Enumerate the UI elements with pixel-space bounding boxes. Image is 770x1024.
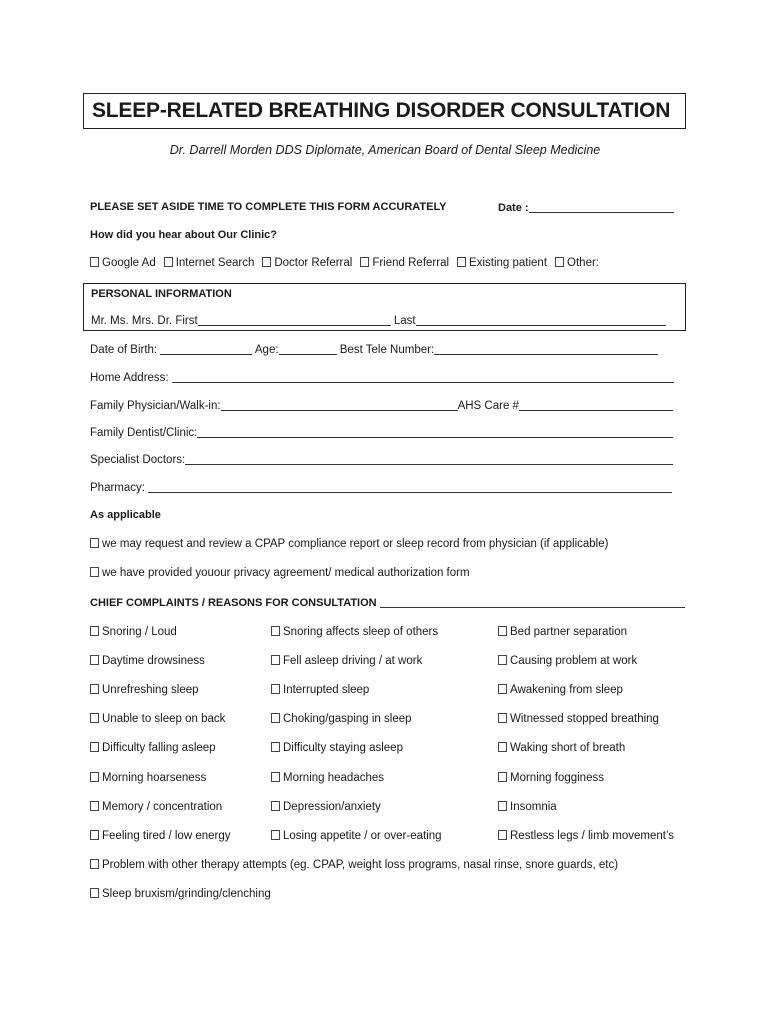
- checkbox[interactable]: [271, 772, 280, 782]
- checkbox[interactable]: [271, 626, 280, 636]
- applicable-item-label: we have provided youour privacy agreement/ medical authorization form: [102, 567, 470, 579]
- complaint-option-label: Bed partner separation: [510, 626, 627, 638]
- referral-option[interactable]: [262, 257, 352, 269]
- dentist-label: Family Dentist/Clinic:: [90, 427, 198, 439]
- age-field[interactable]: [279, 343, 337, 355]
- complaint-option-label: Awakening from sleep: [510, 684, 623, 696]
- referral-option-label: Other:: [567, 257, 599, 269]
- checkbox[interactable]: [271, 655, 280, 665]
- specialist-label: Specialist Doctors:: [90, 454, 186, 466]
- dentist-field[interactable]: [197, 426, 673, 438]
- ahs-field[interactable]: [519, 399, 673, 411]
- checkbox[interactable]: [498, 830, 507, 840]
- ahs-label: AHS Care #: [457, 400, 519, 412]
- complaint-option-label: Difficulty staying asleep: [283, 742, 403, 754]
- checkbox[interactable]: [90, 567, 99, 577]
- complaint-option[interactable]: [271, 801, 381, 813]
- referral-question: How did you hear about Our Clinic?: [90, 229, 278, 241]
- tele-label: Best Tele Number:: [339, 344, 435, 356]
- complaint-option[interactable]: [90, 713, 225, 725]
- checkbox[interactable]: [498, 801, 507, 811]
- referral-option[interactable]: [555, 257, 599, 269]
- referral-option[interactable]: [90, 257, 156, 269]
- complaint-option-label: Snoring / Loud: [102, 626, 177, 638]
- complaint-option-label: Feeling tired / low energy: [102, 830, 231, 842]
- complaint-option[interactable]: [271, 830, 442, 842]
- complaint-option[interactable]: [90, 742, 216, 754]
- name-row: [91, 314, 666, 327]
- complaint-option[interactable]: [90, 626, 177, 638]
- checkbox[interactable]: [90, 830, 99, 840]
- checkbox[interactable]: [498, 684, 507, 694]
- complaint-option[interactable]: [90, 801, 222, 813]
- pharmacy-field[interactable]: [148, 481, 672, 493]
- physician-row: [90, 399, 673, 412]
- referral-option-label: Internet Search: [175, 257, 255, 269]
- applicable-item: [90, 538, 608, 550]
- complaints-heading-row: [90, 596, 685, 609]
- complaint-option-label: Witnessed stopped breathing: [510, 713, 659, 725]
- checkbox[interactable]: [271, 684, 280, 694]
- complaint-extra: [90, 859, 618, 871]
- checkbox[interactable]: [90, 713, 99, 723]
- checkbox[interactable]: [90, 801, 99, 811]
- form-title: SLEEP-RELATED BREATHING DISORDER CONSULTATION: [92, 99, 671, 122]
- checkbox[interactable]: [90, 257, 99, 267]
- personal-heading: PERSONAL INFORMATION: [91, 288, 232, 300]
- referral-option-label: Existing patient: [469, 257, 548, 269]
- complaint-option-label: Insomnia: [510, 801, 557, 813]
- complaint-option-label: Depression/anxiety: [283, 801, 381, 813]
- referral-option[interactable]: [360, 257, 449, 269]
- complaint-option[interactable]: [498, 742, 625, 754]
- checkbox[interactable]: [555, 257, 564, 267]
- complaint-option-label: Daytime drowsiness: [102, 655, 205, 667]
- complaint-option[interactable]: [498, 684, 623, 696]
- checkbox[interactable]: [498, 772, 507, 782]
- referral-option-label: Friend Referral: [372, 257, 450, 269]
- complaint-option-label: Memory / concentration: [102, 801, 223, 813]
- first-name-field[interactable]: [198, 314, 391, 326]
- dentist-row: [90, 426, 673, 439]
- form-subtitle: Dr. Darrell Morden DDS Diplomate, American Board of Dental Sleep Medicine: [169, 143, 601, 157]
- complaint-option[interactable]: [271, 684, 369, 696]
- complaint-option-label: Morning fogginess: [510, 772, 604, 784]
- checkbox[interactable]: [90, 888, 99, 898]
- checkbox[interactable]: [90, 655, 99, 665]
- complaint-option-label: Restless legs / limb movement’s: [510, 830, 675, 842]
- complaint-option[interactable]: [271, 742, 403, 754]
- complaint-option[interactable]: [498, 801, 557, 813]
- physician-field[interactable]: [221, 399, 458, 411]
- address-label: Home Address:: [90, 372, 169, 384]
- applicable-heading: As applicable: [90, 509, 161, 521]
- pharmacy-row: [90, 481, 672, 494]
- checkbox[interactable]: [90, 684, 99, 694]
- referral-options: [90, 257, 607, 269]
- complaint-option[interactable]: [90, 684, 199, 696]
- physician-label: Family Physician/Walk-in:: [90, 400, 221, 412]
- complaint-option-label: Difficulty falling asleep: [102, 742, 216, 754]
- specialist-field[interactable]: [185, 453, 673, 465]
- complaint-option-label: Waking short of breath: [510, 742, 626, 754]
- complaint-option-label: Unable to sleep on back: [102, 713, 226, 725]
- complaint-option[interactable]: [271, 626, 438, 638]
- form-notice: PLEASE SET ASIDE TIME TO COMPLETE THIS FORM ACCURATELY: [90, 201, 447, 213]
- complaint-extra: [90, 888, 271, 900]
- last-name-label: Last: [393, 315, 416, 327]
- checkbox[interactable]: [498, 655, 507, 665]
- complaints-field[interactable]: [380, 596, 685, 608]
- referral-option-label: Doctor Referral: [274, 257, 353, 269]
- applicable-item-label: we may request and review a CPAP compliance report or sleep record from physician (if applicable): [102, 538, 609, 550]
- complaint-option[interactable]: [90, 655, 205, 667]
- complaint-option[interactable]: [498, 830, 674, 842]
- complaint-option[interactable]: [271, 713, 412, 725]
- checkbox[interactable]: [360, 257, 369, 267]
- checkbox[interactable]: [271, 801, 280, 811]
- complaint-option[interactable]: [498, 655, 637, 667]
- complaint-option-label: Interrupted sleep: [283, 684, 370, 696]
- applicable-item: [90, 567, 470, 579]
- checkbox[interactable]: [498, 713, 507, 723]
- date-row: [498, 201, 674, 214]
- complaint-option[interactable]: [90, 830, 230, 842]
- tele-field[interactable]: [434, 343, 658, 355]
- checkbox[interactable]: [271, 742, 280, 752]
- name-prefix-label: Mr. Ms. Mrs. Dr. First: [91, 315, 198, 327]
- date-label: Date :: [498, 202, 529, 214]
- complaint-option-label: Unrefreshing sleep: [102, 684, 199, 696]
- checkbox[interactable]: [271, 713, 280, 723]
- referral-option[interactable]: [164, 257, 255, 269]
- checkbox[interactable]: [271, 830, 280, 840]
- complaint-option[interactable]: [498, 772, 604, 784]
- checkbox[interactable]: [90, 859, 99, 869]
- address-field[interactable]: [172, 371, 674, 383]
- checkbox[interactable]: [262, 257, 271, 267]
- complaint-extra-label: Sleep bruxism/grinding/clenching: [102, 888, 271, 900]
- complaint-option[interactable]: [498, 713, 659, 725]
- checkbox[interactable]: [90, 772, 99, 782]
- dob-label: Date of Birth:: [90, 344, 158, 356]
- personal-info-box: [83, 283, 686, 331]
- complaint-option-label: Choking/gasping in sleep: [283, 713, 412, 725]
- complaint-option[interactable]: [271, 655, 422, 667]
- address-row: [90, 371, 674, 384]
- checkbox[interactable]: [457, 257, 466, 267]
- checkbox[interactable]: [498, 626, 507, 636]
- complaints-heading: CHIEF COMPLAINTS / REASONS FOR CONSULTATION: [90, 597, 377, 609]
- complaint-option-label: Morning hoarseness: [102, 772, 207, 784]
- complaint-option-label: Causing problem at work: [510, 655, 638, 667]
- referral-option[interactable]: [457, 257, 547, 269]
- checkbox[interactable]: [90, 742, 99, 752]
- checkbox[interactable]: [90, 626, 99, 636]
- title-box: [83, 93, 686, 129]
- complaint-extra-label: Problem with other therapy attempts (eg. CPAP, weight loss programs, nasal rinse, snore guards, etc): [102, 859, 619, 871]
- dob-row: [90, 343, 658, 356]
- date-field[interactable]: [529, 201, 674, 213]
- checkbox[interactable]: [498, 742, 507, 752]
- specialist-row: [90, 453, 673, 466]
- complaint-option[interactable]: [90, 772, 206, 784]
- complaint-option[interactable]: [498, 626, 627, 638]
- complaint-option-label: Snoring affects sleep of others: [283, 626, 439, 638]
- age-label: Age:: [254, 344, 279, 356]
- referral-option-label: Google Ad: [102, 257, 156, 269]
- last-name-field[interactable]: [416, 314, 666, 326]
- complaint-option-label: Morning headaches: [283, 772, 385, 784]
- complaint-option-label: Losing appetite / or over-eating: [283, 830, 442, 842]
- pharmacy-label: Pharmacy:: [90, 482, 145, 494]
- complaint-option-label: Fell asleep driving / at work: [283, 655, 423, 667]
- checkbox[interactable]: [164, 257, 173, 267]
- checkbox[interactable]: [90, 538, 99, 548]
- dob-field[interactable]: [160, 343, 252, 355]
- complaint-option[interactable]: [271, 772, 384, 784]
